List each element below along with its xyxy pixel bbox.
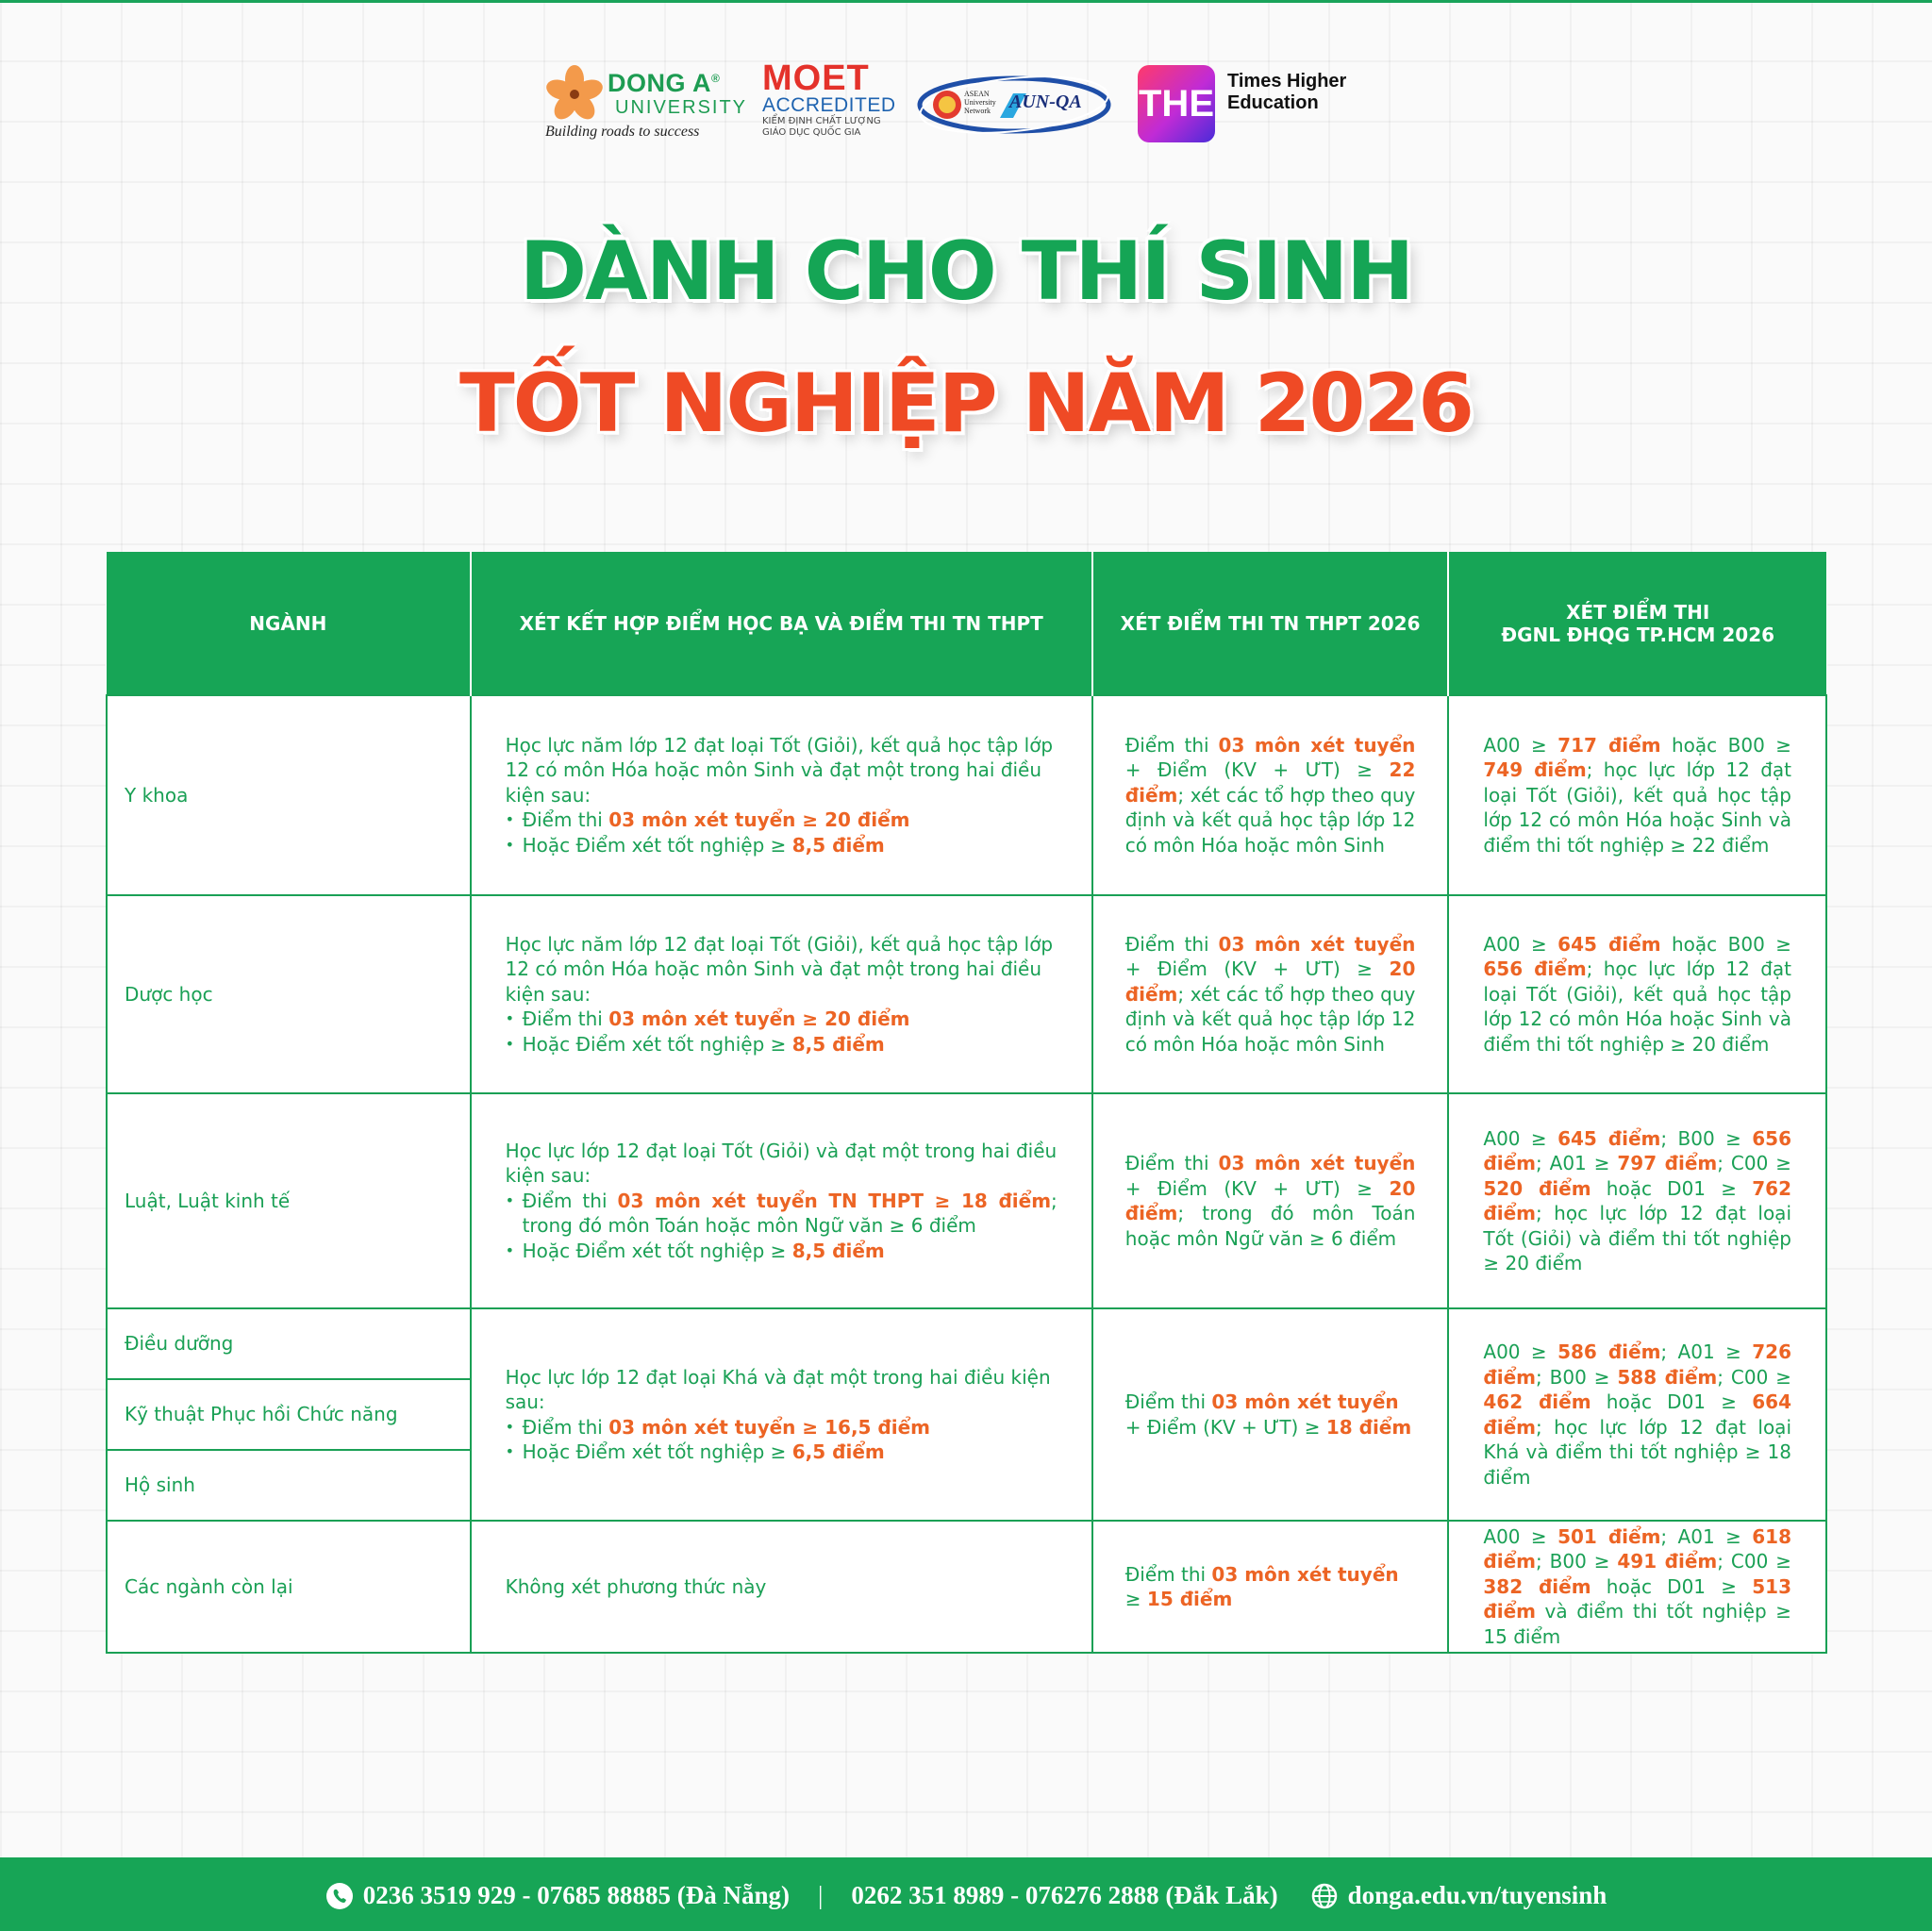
moet-line-1: KIỂM ĐỊNH CHẤT LƯỢNG (762, 116, 881, 126)
text: hoặc B00 ≥ (1660, 932, 1791, 956)
highlight: 656 điểm (1483, 957, 1587, 981)
bullet-highlight: 03 môn xét tuyển TN THPT ≥ 18 điểm (617, 1189, 1052, 1212)
highlight: 645 điểm (1557, 932, 1661, 956)
text: ; C00 ≥ (1717, 1550, 1791, 1573)
aun-qa-logo (915, 71, 1113, 137)
bullet-text: Hoặc Điểm xét tốt nghiệp ≥ (522, 1440, 792, 1463)
bullet-text: Điểm thi (522, 1415, 609, 1439)
the-box: THE (1138, 65, 1215, 142)
bullet-highlight: 8,5 điểm (791, 833, 885, 857)
text: ; B00 ≥ (1535, 1365, 1618, 1389)
text: ; C00 ≥ (1717, 1365, 1791, 1389)
aun-small-text: ASEAN University Network (964, 90, 996, 115)
combined-criteria: Không xét phương thức này (471, 1521, 1092, 1653)
criteria-intro: Học lực lớp 12 đạt loại Tốt (Giỏi) và đạt một trong hai điều kiện sau: (505, 1139, 1058, 1188)
text: A00 ≥ (1483, 733, 1558, 757)
heading-line-1: DÀNH CHO THÍ SINH (519, 225, 1413, 319)
bullet-highlight: 03 môn xét tuyển ≥ 20 điểm (608, 1007, 910, 1031)
text: ; xét các tổ hợp theo quy định và kết quả học tập lớp 12 có môn Hóa hoặc môn Sinh (1124, 982, 1416, 1056)
text: Điểm thi (1124, 1390, 1212, 1413)
table-row (107, 695, 1826, 895)
text: A00 ≥ (1483, 1524, 1558, 1548)
text: hoặc D01 ≥ (1591, 1574, 1753, 1598)
text: + Điểm (KV + ƯT) ≥ (1124, 1415, 1326, 1439)
bullet-text: Hoặc Điểm xét tốt nghiệp ≥ (522, 1239, 792, 1262)
bullet-highlight: 8,5 điểm (791, 1032, 885, 1056)
criteria-bullet (506, 833, 1058, 858)
criteria-intro: Học lực lớp 12 đạt loại Khá và đạt một trong hai điều kiện sau: (505, 1365, 1051, 1413)
phone-danang-link[interactable]: 0236 3519 929 - 07685 88885 (Đà Nẵng) (362, 1881, 790, 1909)
text: và điểm thi tốt nghiệp ≥ 15 điểm (1483, 1600, 1791, 1648)
major-ky-thuat-phuc-hoi-chuc-nang: Kỹ thuật Phục hồi Chức năng (107, 1379, 471, 1450)
highlight: 20 điểm (1124, 1176, 1416, 1224)
highlight: 03 môn xét tuyển (1218, 1152, 1416, 1174)
highlight: 656 điểm (1483, 1126, 1791, 1174)
major-duoc-hoc: Dược học (107, 895, 471, 1093)
highlight: 618 điểm (1483, 1524, 1791, 1573)
dong-a-slogan: Building roads to success (545, 124, 700, 140)
text: ; A01 ≥ (1660, 1524, 1753, 1548)
text: ; học lực lớp 12 đạt loại Tốt (Giỏi) và điểm thi tốt nghiệp ≥ 20 điểm (1483, 1202, 1791, 1274)
thpt-criteria (1092, 1093, 1449, 1308)
times-higher-education-logo (1138, 65, 1347, 142)
dgnl-criteria (1448, 895, 1826, 1093)
major-luat: Luật, Luật kinh tế (107, 1093, 471, 1308)
header-dgnl-line-1: XÉT ĐIỂM THI (1566, 600, 1710, 624)
dong-a-name: DONG A (608, 69, 711, 97)
criteria-bullet (506, 1415, 1058, 1440)
highlight: 382 điểm (1483, 1574, 1591, 1598)
highlight: 462 điểm (1483, 1390, 1591, 1413)
highlight: 22 điểm (1124, 758, 1416, 807)
highlight: 588 điểm (1617, 1365, 1718, 1389)
highlight: 520 điểm (1483, 1176, 1591, 1200)
highlight: 20 điểm (1124, 957, 1416, 1006)
thpt-criteria (1092, 895, 1449, 1093)
phone-daklak-link[interactable]: 0262 351 8989 - 076276 2888 (Đắk Lắk) (851, 1881, 1278, 1909)
criteria-bullet (506, 1032, 1058, 1057)
table-row (107, 1521, 1826, 1653)
text: Điểm thi (1124, 733, 1219, 757)
heading-line-2: TỐT NGHIỆP NĂM 2026 (458, 357, 1474, 451)
text: A00 ≥ (1483, 932, 1558, 956)
text: Điểm thi (1124, 1562, 1212, 1586)
dgnl-criteria (1448, 1093, 1826, 1308)
phone-icon (325, 1882, 354, 1910)
text: ; học lực lớp 12 đạt loại Khá và điểm thi tốt nghiệp ≥ 18 điểm (1483, 1415, 1791, 1489)
header-thpt: XÉT ĐIỂM THI TN THPT 2026 (1092, 552, 1449, 695)
bullet-text: Điểm thi (522, 808, 609, 832)
header-dgnl-line-2: ĐGNL ĐHQG TP.HCM 2026 (1501, 623, 1775, 646)
globe-icon (1310, 1882, 1339, 1910)
text: ; trong đó môn Toán hoặc môn Ngữ văn ≥ 6 điểm (1124, 1202, 1416, 1250)
dgnl-criteria (1448, 1521, 1826, 1653)
text: A00 ≥ (1483, 1126, 1558, 1150)
table-row (107, 1093, 1826, 1308)
text: + Điểm (KV + ƯT) ≥ (1124, 1176, 1390, 1200)
thpt-criteria (1092, 1308, 1449, 1521)
highlight: 18 điểm (1325, 1415, 1412, 1439)
major-dieu-duong: Điều dưỡng (107, 1308, 471, 1379)
the-text: Times Higher Education (1227, 71, 1347, 113)
highlight: 513 điểm (1483, 1574, 1792, 1623)
text: ; xét các tổ hợp theo quy định và kết quả học tập lớp 12 có môn Hóa hoặc môn Sinh (1124, 783, 1416, 857)
combined-criteria (471, 695, 1092, 895)
text: ; học lực lớp 12 đạt loại Tốt (Giỏi), kết quả học tập lớp 12 có môn Hóa hoặc Sinh và điểm thi tốt nghiệp ≥ 22 điểm (1483, 758, 1791, 857)
highlight: 03 môn xét tuyển (1211, 1390, 1399, 1413)
highlight: 726 điểm (1483, 1340, 1791, 1389)
contact-footer (0, 1857, 1932, 1931)
text: Điểm thi (1124, 932, 1219, 956)
criteria-bullet (506, 1189, 1058, 1239)
highlight: 491 điểm (1617, 1550, 1718, 1573)
highlight: 586 điểm (1557, 1340, 1661, 1363)
text: hoặc B00 ≥ (1660, 733, 1791, 757)
highlight: 717 điểm (1557, 733, 1661, 757)
logo-bar (538, 58, 1347, 156)
highlight: 762 điểm (1483, 1176, 1792, 1224)
header-major: NGÀNH (107, 552, 471, 695)
header-combined: XÉT KẾT HỢP ĐIỂM HỌC BẠ VÀ ĐIỂM THI TN THPT (471, 552, 1092, 695)
major-cac-nganh-con-lai: Các ngành còn lại (107, 1521, 471, 1653)
contact-danang (325, 1881, 790, 1910)
criteria-bullet (506, 1440, 1058, 1465)
contact-daklak (851, 1881, 1277, 1910)
combined-criteria (471, 1093, 1092, 1308)
bullet-text: Điểm thi (522, 1007, 609, 1031)
text: ; A01 ≥ (1535, 1152, 1618, 1174)
criteria-bullet (506, 807, 1058, 833)
bullet-highlight: 03 môn xét tuyển ≥ 20 điểm (608, 808, 910, 832)
highlight: 03 môn xét tuyển (1218, 733, 1416, 757)
text: + Điểm (KV + ƯT) ≥ (1124, 758, 1390, 782)
criteria-bullet (506, 1007, 1058, 1032)
text: A00 ≥ (1483, 1340, 1558, 1363)
highlight: 797 điểm (1617, 1152, 1718, 1174)
moet-title: MOET (762, 58, 870, 98)
table-header-row (107, 552, 1826, 695)
table-row (107, 895, 1826, 1093)
dgnl-criteria (1448, 1308, 1826, 1521)
bullet-text: Hoặc Điểm xét tốt nghiệp ≥ (522, 1032, 792, 1056)
text: ; B00 ≥ (1660, 1126, 1753, 1150)
highlight: 03 môn xét tuyển (1211, 1562, 1399, 1586)
highlight: 501 điểm (1557, 1524, 1661, 1548)
text: ; B00 ≥ (1535, 1550, 1618, 1573)
text: ≥ (1124, 1588, 1147, 1610)
text: ; học lực lớp 12 đạt loại Tốt (Giỏi), kết quả học tập lớp 12 có môn Hóa hoặc Sinh và điểm thi tốt nghiệp ≥ 20 điểm (1483, 957, 1791, 1056)
major-ykhoa: Y khoa (107, 695, 471, 895)
registered-mark: ® (711, 72, 721, 85)
website-link[interactable]: donga.edu.vn/tuyensinh (1347, 1881, 1607, 1909)
moet-accredited: ACCREDITED (762, 94, 896, 116)
major-ho-sinh: Hộ sinh (107, 1450, 471, 1521)
bullet-text: ; trong đó môn Toán hoặc môn Ngữ văn ≥ 6 điểm (522, 1189, 1058, 1238)
combined-criteria (471, 895, 1092, 1093)
aun-qa-text: AUN-QA (1009, 92, 1082, 112)
moet-line-2: GIÁO DỤC QUỐC GIA (762, 127, 861, 138)
moet-accredited-logo (762, 58, 904, 146)
text: Điểm thi (1124, 1152, 1219, 1174)
thpt-criteria (1092, 1521, 1449, 1653)
dong-a-university-logo (545, 61, 748, 146)
table-row (107, 1308, 1826, 1379)
bullet-highlight: 6,5 điểm (791, 1440, 885, 1463)
thpt-criteria (1092, 695, 1449, 895)
text: ; C00 ≥ (1717, 1152, 1791, 1174)
highlight: 15 điểm (1146, 1588, 1233, 1610)
combined-criteria (471, 1308, 1092, 1521)
text: + Điểm (KV + ƯT) ≥ (1124, 957, 1390, 981)
footer-separator: | (817, 1881, 824, 1909)
text: ; A01 ≥ (1660, 1340, 1753, 1363)
highlight: 664 điểm (1483, 1390, 1792, 1439)
admission-table (106, 552, 1827, 1654)
highlight: 749 điểm (1483, 758, 1587, 782)
bullet-text: Điểm thi (522, 1189, 618, 1212)
contact-website (1310, 1881, 1607, 1910)
highlight: 03 môn xét tuyển (1218, 932, 1416, 956)
highlight: 645 điểm (1557, 1126, 1661, 1150)
flower-icon (545, 65, 604, 124)
bullet-text: Hoặc Điểm xét tốt nghiệp ≥ (522, 833, 792, 857)
dong-a-subtitle: UNIVERSITY (615, 97, 748, 118)
criteria-intro: Học lực năm lớp 12 đạt loại Tốt (Giỏi), kết quả học tập lớp 12 có môn Hóa hoặc môn Sinh và đạt một trong hai điều kiện sau: (505, 733, 1054, 807)
criteria-bullet (506, 1239, 1058, 1264)
text: hoặc D01 ≥ (1591, 1176, 1753, 1200)
text: hoặc D01 ≥ (1591, 1390, 1753, 1413)
bullet-highlight: 8,5 điểm (791, 1239, 885, 1262)
criteria-intro: Học lực năm lớp 12 đạt loại Tốt (Giỏi), kết quả học tập lớp 12 có môn Hóa hoặc môn Sinh và đạt một trong hai điều kiện sau: (505, 932, 1054, 1006)
dgnl-criteria (1448, 695, 1826, 895)
bullet-highlight: 03 môn xét tuyển ≥ 16,5 điểm (608, 1415, 930, 1439)
header-dgnl (1448, 552, 1826, 695)
